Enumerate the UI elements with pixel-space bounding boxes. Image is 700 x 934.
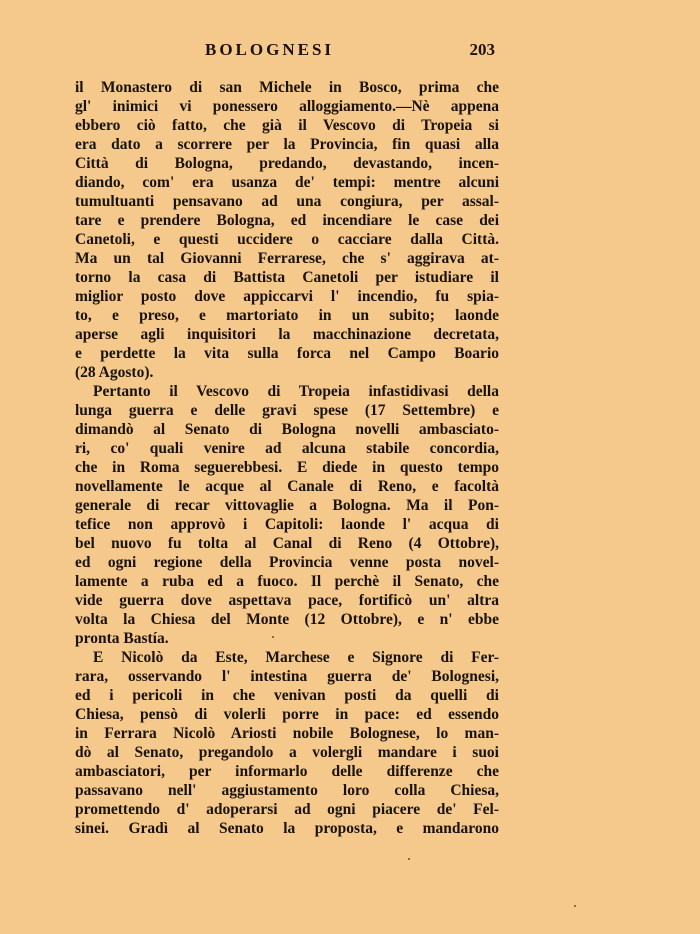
text-line: che in Roma seguerebbesi. E diede in questo tempo <box>75 459 499 476</box>
text-line: volta la Chiesa del Monte (12 Ottobre), e n' ebbe <box>75 611 499 628</box>
text-line: ambasciatori, per informarlo delle differenze che <box>75 763 499 780</box>
running-title: BOLOGNESI <box>205 40 335 59</box>
text-line: E Nicolò da Este, Marchese e Signore di Fer- <box>93 649 499 666</box>
text-line: (28 Agosto). <box>75 364 154 381</box>
text-line: sinei. Gradì al Senato la proposta, e mandarono <box>75 820 499 837</box>
text-line: Chiesa, pensò di volerli porre in pace: ed essendo <box>75 706 499 723</box>
text-line: bel nuovo fu tolta al Canal di Reno (4 Ottobre), <box>75 535 499 552</box>
text-line: vide guerra dove aspettava pace, fortificò un' altra <box>75 592 499 609</box>
text-line: torno la casa di Battista Canetoli per istudiare il <box>75 269 499 286</box>
text-line: dimandò al Senato di Bologna novelli ambasciato- <box>75 421 499 438</box>
text-line: novellamente le acque al Canale di Reno, e facoltà <box>75 478 499 495</box>
text-line: tare e prendere Bologna, ed incendiare le case dei <box>75 212 499 229</box>
text-line: aperse agli inquisitori la macchinazione decretata, <box>75 326 499 343</box>
print-speck <box>408 858 410 860</box>
text-line: pronta Bastía. <box>75 630 169 647</box>
text-line: dò al Senato, pregandolo a volergli mandare i suoi <box>75 744 499 761</box>
running-head <box>75 40 495 64</box>
text-line: miglior posto dove appiccarvi l' incendio, fu spia- <box>75 288 499 305</box>
text-line: gl' inimici vi ponessero alloggiamento.—Nè appena <box>75 98 499 115</box>
text-line: e perdette la vita sulla forca nel Campo Boario <box>75 345 499 362</box>
text-line: era dato a scorrere per la Provincia, fin quasi alla <box>75 136 499 153</box>
text-line: rara, osservando l' intestina guerra de' Bolognesi, <box>75 668 499 685</box>
body-text <box>75 78 499 838</box>
text-line: Città di Bologna, predando, devastando, incen- <box>75 155 499 172</box>
text-line: Pertanto il Vescovo di Tropeia infastidivasi della <box>93 383 499 400</box>
print-speck <box>574 905 576 907</box>
text-line: ri, co' quali venire ad alcuna stabile concordia, <box>75 440 499 457</box>
text-line: lunga guerra e delle gravi spese (17 Settembre) e <box>75 402 499 419</box>
text-line: ed i pericoli in che venivan posti da quelli di <box>75 687 499 704</box>
text-line: tefice non approvò i Capitoli: laonde l' acqua di <box>75 516 499 533</box>
text-line: Ma un tal Giovanni Ferrarese, che s' aggirava at- <box>75 250 499 267</box>
text-line: Canetoli, e questi uccidere o cacciare dalla Città. <box>75 231 499 248</box>
text-line: tumultuanti pensavano ad una congiura, per assal- <box>75 193 499 210</box>
text-line: lamente a ruba ed a fuoco. Il perchè il Senato, che <box>75 573 499 590</box>
text-line: il Monastero di san Michele in Bosco, prima che <box>75 79 499 96</box>
page-number: 203 <box>469 40 495 59</box>
text-line: in Ferrara Nicolò Ariosti nobile Bolognese, lo man- <box>75 725 499 742</box>
text-line: diando, com' era usanza de' tempi: mentre alcuni <box>75 174 499 191</box>
text-line: generale di recar vittovaglie a Bologna. Ma il Pon- <box>75 497 499 514</box>
text-line: promettendo d' adoperarsi ad ogni piacere de' Fel- <box>75 801 499 818</box>
text-line: ebbero ciò fatto, che già il Vescovo di Tropeia si <box>75 117 499 134</box>
print-speck <box>272 636 274 638</box>
text-line: ed ogni regione della Provincia venne posta novel- <box>75 554 499 571</box>
text-line: passavano nell' aggiustamento loro colla Chiesa, <box>75 782 499 799</box>
text-line: to, e preso, e martoriato in un subito; laonde <box>75 307 499 324</box>
